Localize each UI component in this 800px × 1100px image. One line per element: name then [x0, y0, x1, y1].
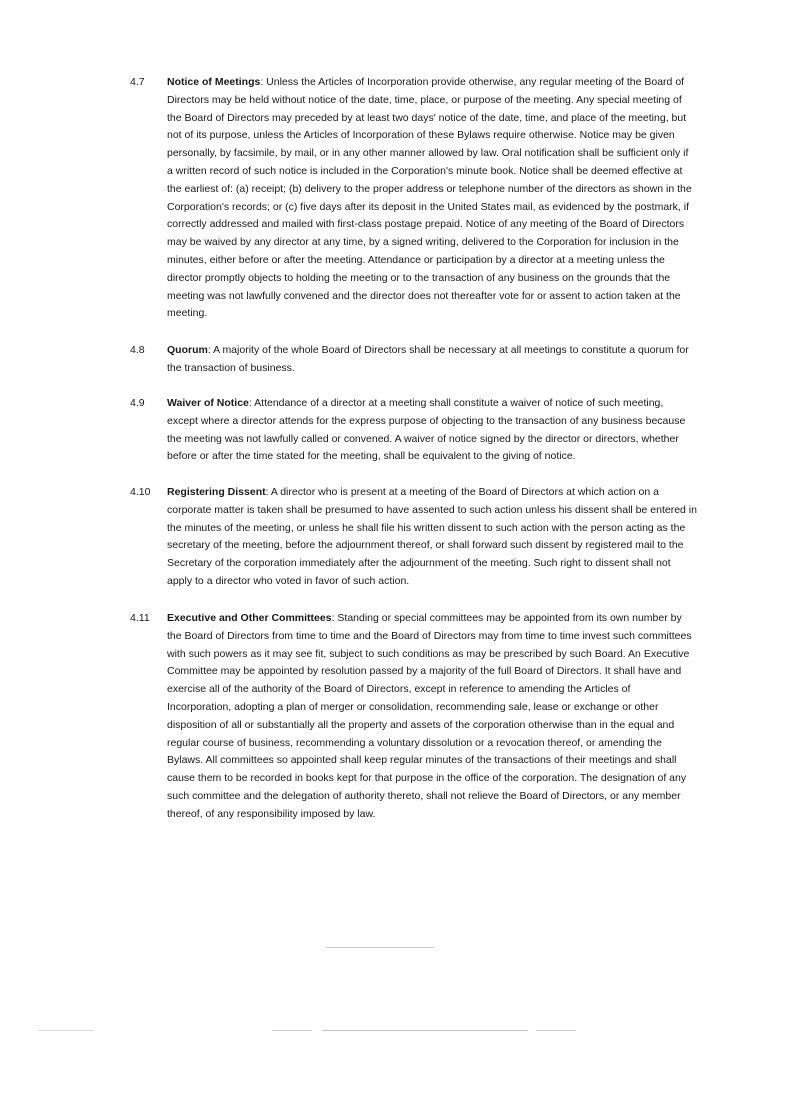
section-4-8	[130, 342, 700, 378]
section-body	[167, 342, 697, 378]
section-title: Registering Dissent	[167, 486, 266, 498]
scan-artifact-line	[326, 947, 434, 948]
section-title: Waiver of Notice	[167, 397, 249, 409]
section-text: : Standing or special committees may be appointed from its own number by the Board of Directors from time to time and the Board of Directors may from time to time invest such committees with such powers as it may see fit, subject to such conditions as may be prescribed by such Board. An Executive Committee may be appointed by resolution passed by a majority of the full Board of Directors. It shall have and exercise all of the authority of the Board of Directors, except in reference to amending the Articles of Incorporation, adopting a plan of merger or consolidation, recommending sale, lease or exchange or other disposition of all or substantially all the property and assets of the corporation otherwise than in the equal and regular course of business, recommending a voluntary dissolution or a revocation thereof, or amending the Bylaws. All committees so appointed shall keep regular minutes of the transactions of their meetings and shall cause them to be recorded in books kept for that purpose in the office of the corporation. The designation of any such committee and the delegation of authority thereto, shall not relieve the Board of Directors, or any member thereof, of any responsibility imposed by law.	[167, 612, 692, 820]
scan-artifact-line	[536, 1030, 576, 1031]
section-4-11	[130, 610, 700, 824]
section-title: Executive and Other Committees	[167, 612, 332, 624]
section-title: Notice of Meetings	[167, 76, 261, 88]
section-body	[167, 395, 697, 466]
scan-artifact-line	[38, 1030, 94, 1031]
section-number: 4.11	[130, 612, 150, 624]
section-4-10	[130, 484, 700, 591]
section-text: : A majority of the whole Board of Directors shall be necessary at all meetings to constitute a quorum for the transaction of business.	[167, 344, 689, 374]
section-text: : Attendance of a director at a meeting shall constitute a waiver of notice of such meeting, except where a director attends for the express purpose of objecting to the transaction of any business because the meeting was not lawfully called or convened. A waiver of notice signed by the director or directors, whether before or after the time stated for the meeting, shall be equivalent to the giving of notice.	[167, 397, 686, 463]
section-text: : A director who is present at a meeting of the Board of Directors at which action on a corporate matter is taken shall be presumed to have assented to such action unless his dissent shall be entered in the minutes of the meeting, or unless he shall file his written dissent to such action with the person acting as the secretary of the meeting, before the adjournment thereof, or shall forward such dissent by registered mail to the Secretary of the corporation immediately after the adjournment of the meeting. Such right to dissent shall not apply to a director who voted in favor of such action.	[167, 486, 697, 587]
section-number: 4.9	[130, 397, 145, 409]
section-body	[167, 74, 697, 323]
section-number: 4.10	[130, 486, 151, 498]
section-title: Quorum	[167, 344, 208, 356]
section-number: 4.7	[130, 76, 145, 88]
section-4-7	[130, 74, 700, 323]
section-text: : Unless the Articles of Incorporation provide otherwise, any regular meeting of the Board of Directors may be held without notice of the date, time, place, or purpose of the meeting. Any special meeting of the Board of Directors may preceded by at least two days' notice of the date, time, and place of the meeting, but not of its purpose, unless the Articles of Incorporation of these Bylaws require otherwise. Notice may be given personally, by facsimile, by mail, or in any other manner allowed by law. Oral notification shall be sufficient only if a written record of such notice is included in the Corporation's minute book. Notice shall be deemed effective at the earliest of: (a) receipt; (b) delivery to the proper address or telephone number of the directors as shown in the Corporation's records; or (c) five days after its deposit in the United States mail, as evidenced by the postmark, if correctly addressed and mailed with first-class postage prepaid. Notice of any meeting of the Board of Directors may be waived by any director at any time, by a signed writing, delivered to the Corporation for inclusion in the minutes, either before or after the meeting. Attendance or participation by a director at a meeting unless the director promptly objects to holding the meeting or to the transaction of any business on the grounds that the meeting was not lawfully convened and the director does not thereafter vote for or assent to action taken at the meeting.	[167, 76, 692, 320]
section-body	[167, 610, 697, 824]
section-body	[167, 484, 697, 591]
section-number: 4.8	[130, 344, 145, 356]
section-4-9	[130, 395, 700, 466]
scan-artifact-line	[322, 1030, 528, 1031]
scan-artifact-line	[272, 1030, 312, 1031]
